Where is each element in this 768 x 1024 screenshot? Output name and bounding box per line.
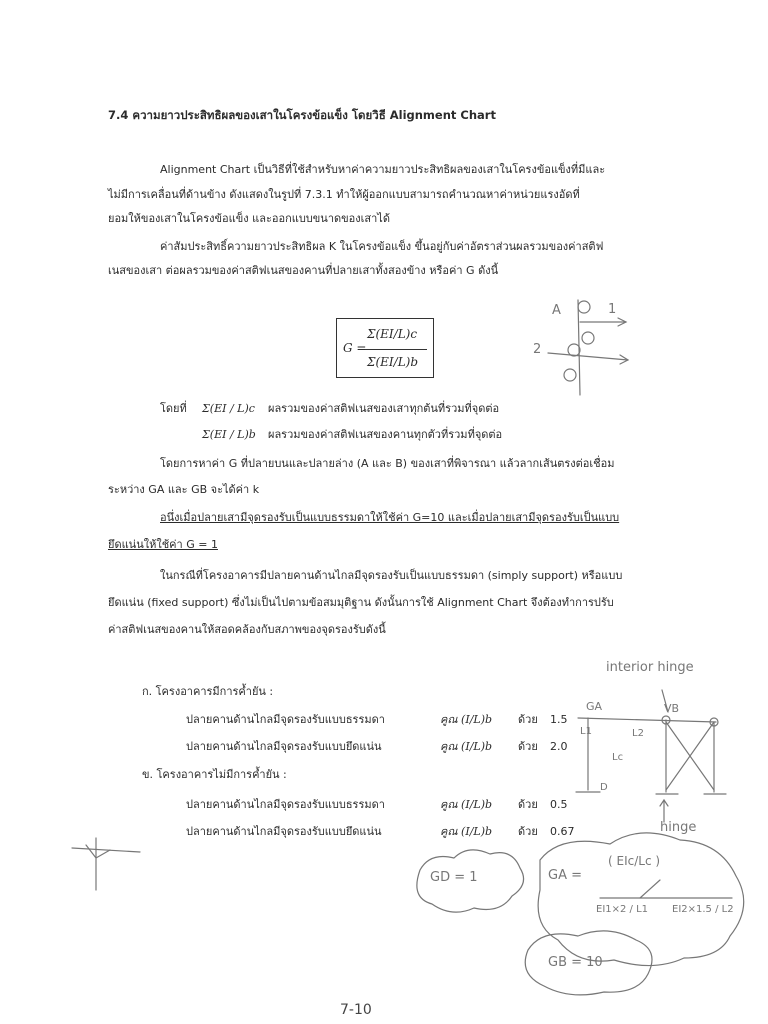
case-a-row2-value: 2.0	[550, 740, 568, 753]
paragraph4-line1: อนึ่งเมื่อปลายเสามีจุดรองรับเป็นแบบธรรมดาให้ใช้ค่า G=10 และเมื่อปลายเสามีจุดรองรับเป็นแบบ	[160, 511, 620, 524]
paragraph3-line1: โดยการหาค่า G ที่ปลายบนและปลายล่าง (A และ B) ของเสาที่พิจารณา แล้วลากเส้นตรงต่อเชื่อม	[160, 457, 615, 470]
hand-ga-eq: GA =	[548, 868, 582, 883]
hand-ga-denominator-2: EI2×1.5 / L2	[672, 904, 734, 915]
stick-figure-doodle	[72, 838, 140, 890]
hand-vb: VB	[664, 702, 680, 715]
case-b-row2-text: ปลายคานด้านไกลมีจุดรองรับแบบยึดแน่น	[186, 825, 382, 838]
case-b-row2-value: 0.67	[550, 825, 575, 838]
case-a-row1-by: ด้วย	[518, 713, 538, 726]
case-a-row2-text: ปลายคานด้านไกลมีจุดรองรับแบบยึดแน่น	[186, 740, 382, 753]
case-a-title: ก. โครงอาคารมีการค้ำยัน :	[142, 685, 274, 698]
case-b-row2-mult: คูณ (I/L)b	[440, 825, 493, 838]
hand-d: D	[600, 782, 608, 793]
case-b-row1-mult: คูณ (I/L)b	[440, 798, 493, 811]
formula-numerator: Σ(EI/L)c	[367, 327, 418, 341]
paragraph5-line2: ยึดแน่น (fixed support) ซึ่งไม่เป็นไปตามข้อสมมุติฐาน ดังนั้นการใช้ Alignment Chart จึงต้องทำการปรับ	[108, 596, 614, 609]
definition-sym-c: Σ(EI / L)c	[202, 402, 255, 415]
paragraph2-line2: เนสของเสา ต่อผลรวมของค่าสติฟเนสของคานที่ปลายเสาทั้งสองข้าง หรือค่า G ดังนี้	[108, 264, 499, 277]
paragraph4-line2: ยึดแน่นให้ใช้ค่า G = 1	[108, 538, 218, 551]
hand-l1: L1	[580, 726, 592, 737]
ga-cloud	[538, 833, 744, 966]
formula-lhs: G =	[343, 341, 367, 355]
paragraph3-line2: ระหว่าง GA และ GB จะได้ค่า k	[108, 483, 260, 496]
hand-gd: GD = 1	[430, 870, 478, 885]
hand-ga-denominator-1: EI1×2 / L1	[596, 904, 649, 915]
hand-hinge: hinge	[660, 820, 697, 835]
paragraph1-line2: ไม่มีการเคลื่อนที่ด้านข้าง ดังแสดงในรูปที่ 7.3.1 ทำให้ผู้ออกแบบสามารถคำนวณหาค่าหน่วยแรงอัดที่	[108, 188, 580, 201]
case-a-row1-text: ปลายคานด้านไกลมีจุดรองรับแบบธรรมดา	[186, 713, 385, 726]
paragraph5-line1: ในกรณีที่โครงอาคารมีปลายคานด้านไกลมีจุดรองรับเป็นแบบธรรมดา (simply support) หรือแบบ	[160, 569, 623, 582]
hand-label-two: 2	[533, 342, 542, 357]
paragraph2-line1: ค่าสัมประสิทธิ์ความยาวประสิทธิผล K ในโครงข้อแข็ง ขึ้นอยู่กับค่าอัตราส่วนผลรวมของค่าสติฟ	[160, 240, 604, 253]
case-b-row2-by: ด้วย	[518, 825, 538, 838]
case-b-row1-value: 0.5	[550, 798, 568, 811]
case-a-row2-by: ด้วย	[518, 740, 538, 753]
hand-ga: GA	[586, 700, 603, 713]
definition-where: โดยที่	[160, 402, 187, 415]
hand-ga-numerator: ( EIc/Lc )	[608, 854, 661, 868]
case-b-title: ข. โครงอาคารไม่มีการค้ำยัน :	[142, 768, 287, 781]
hand-label-a: A	[552, 303, 561, 318]
definition-desc-c: ผลรวมของค่าสติฟเนสของเสาทุกต้นที่รวมที่จุดต่อ	[268, 402, 500, 415]
case-a-row1-mult: คูณ (I/L)b	[440, 713, 493, 726]
case-b-row1-text: ปลายคานด้านไกลมีจุดรองรับแบบธรรมดา	[186, 798, 385, 811]
paragraph1-line3: ยอมให้ของเสาในโครงข้อแข็ง และออกแบบขนาดของเสาได้	[108, 212, 390, 225]
paragraph1-line1: Alignment Chart เป็นวิธีที่ใช้สำหรับหาค่าความยาวประสิทธิผลของเสาในโครงข้อแข็งที่มีและ	[160, 163, 606, 176]
page-number: 7-10	[340, 1002, 372, 1018]
definition-desc-b: ผลรวมของค่าสติฟเนสของคานทุกตัวที่รวมที่จุดต่อ	[268, 428, 503, 441]
case-a-row1-value: 1.5	[550, 713, 568, 726]
definition-sym-b: Σ(EI / L)b	[202, 428, 256, 441]
section-heading: 7.4 ความยาวประสิทธิผลของเสาในโครงข้อแข็ง โดยวิธี Alignment Chart	[108, 108, 496, 122]
hand-label-one: 1	[608, 302, 617, 317]
case-b-row1-by: ด้วย	[518, 798, 538, 811]
case-a-row2-mult: คูณ (I/L)b	[440, 740, 493, 753]
hand-interior-hinge: interior hinge	[606, 660, 694, 675]
hand-l2: L2	[632, 728, 644, 739]
hand-gb: GB = 10	[548, 955, 603, 970]
formula-denominator: Σ(EI/L)b	[367, 355, 419, 369]
paragraph5-line3: ค่าสติฟเนสของคานให้สอดคล้องกับสภาพของจุดรองรับดังนี้	[108, 623, 386, 636]
hand-lc: Lc	[612, 752, 624, 763]
